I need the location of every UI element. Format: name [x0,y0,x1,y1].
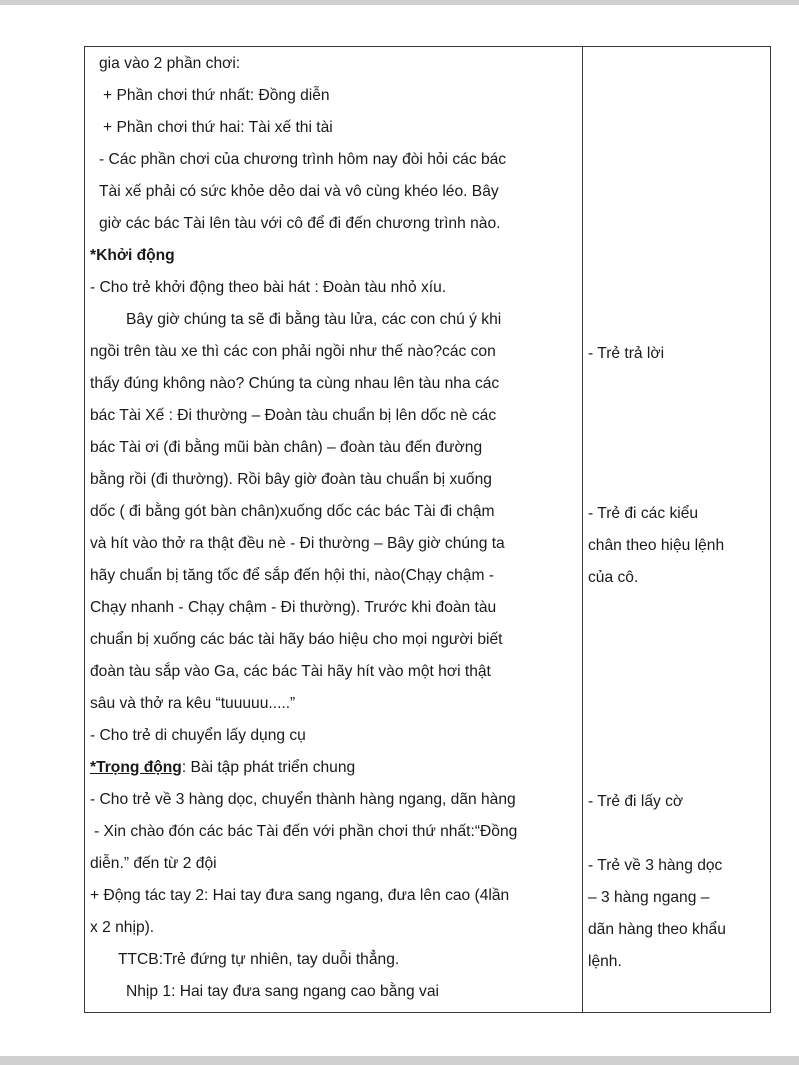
text-line: - Cho trẻ về 3 hàng dọc, chuyển thành hàng ngang, dãn hàng [90,791,516,808]
response-line: - Trẻ đi các kiểu [588,505,699,522]
text-line: gia vào 2 phần chơi: [99,55,241,72]
text-line: + Phần chơi thứ hai: Tài xế thi tài [103,119,333,136]
text-line: Bây giờ chúng ta sẽ đi bằng tàu lửa, các con chú ý khi [126,311,502,328]
response-line: lệnh. [588,953,622,970]
text-line: - Cho trẻ khởi động theo bài hát : Đoàn tàu nhỏ xíu. [90,279,447,296]
viewer-top-bar [0,0,799,5]
text-line: hãy chuẩn bị tăng tốc để sắp đến hội thi, nào(Chạy chậm - [90,567,494,584]
text-line: đoàn tàu sắp vào Ga, các bác Tài hãy hít vào một hơi thật [90,663,491,680]
section-heading-trong-dong-line [90,758,355,778]
text-line: diễn.” đến từ 2 đội [90,855,217,872]
response-line: - Trẻ đi lấy cờ [588,793,684,810]
text-line: bằng rồi (đi thường). Rồi bây giờ đoàn tàu chuẩn bị xuống [90,471,492,488]
table-column-divider [582,46,583,1013]
response-line: - Trẻ về 3 hàng dọc [588,857,723,874]
response-line: dãn hàng theo khẩu [588,921,726,938]
response-line: chân theo hiệu lệnh [588,537,725,554]
section-heading-trong-dong-desc: : Bài tập phát triển chung [181,759,356,776]
text-line: ngồi trên tàu xe thì các con phải ngồi như thế nào?các con [90,343,496,360]
text-line: + Phần chơi thứ nhất: Đồng diễn [103,87,330,104]
text-line: dốc ( đi bằng gót bàn chân)xuống dốc các bác Tài đi chậm [90,503,495,520]
text-line: bác Tài ơi (đi bằng mũi bàn chân) – đoàn tàu đến đường [90,439,483,456]
text-line: sâu và thở ra kêu “tuuuuu.....” [90,695,296,712]
text-line: + Động tác tay 2: Hai tay đưa sang ngang, đưa lên cao (4lần [90,887,510,904]
response-line: của cô. [588,569,639,586]
text-line: TTCB:Trẻ đứng tự nhiên, tay duỗi thẳng. [118,951,400,968]
viewer-bottom-bar [0,1056,799,1065]
text-line: x 2 nhịp). [90,919,155,936]
text-line: Chạy nhanh - Chạy chậm - Đi thường). Trước khi đoàn tàu [90,599,497,616]
text-line: giờ các bác Tài lên tàu với cô để đi đến chương trình nào. [99,215,501,232]
text-line: - Cho trẻ di chuyển lấy dụng cụ [90,727,306,744]
text-line: - Các phần chơi của chương trình hôm nay đòi hỏi các bác [99,151,507,168]
text-line: và hít vào thở ra thật đều nè - Đi thường – Bây giờ chúng ta [90,535,505,552]
section-heading-trong-dong: *Trọng động [90,759,182,776]
response-line: – 3 hàng ngang – [588,889,710,906]
text-line: chuẩn bị xuống các bác tài hãy báo hiệu cho mọi người biết [90,631,503,648]
text-line: thấy đúng không nào? Chúng ta cùng nhau lên tàu nha các [90,375,500,392]
text-line: Nhịp 1: Hai tay đưa sang ngang cao bằng vai [126,983,439,1000]
text-line: bác Tài Xế : Đi thường – Đoàn tàu chuẩn bị lên dốc nè các [90,407,497,424]
response-line: - Trẻ trả lời [588,345,665,362]
text-line: - Xin chào đón các bác Tài đến với phần chơi thứ nhất:“Đồng [94,823,518,840]
section-heading-khoi-dong: *Khởi động [90,247,175,264]
text-line: Tài xế phải có sức khỏe dẻo dai và vô cùng khéo léo. Bây [99,183,499,200]
